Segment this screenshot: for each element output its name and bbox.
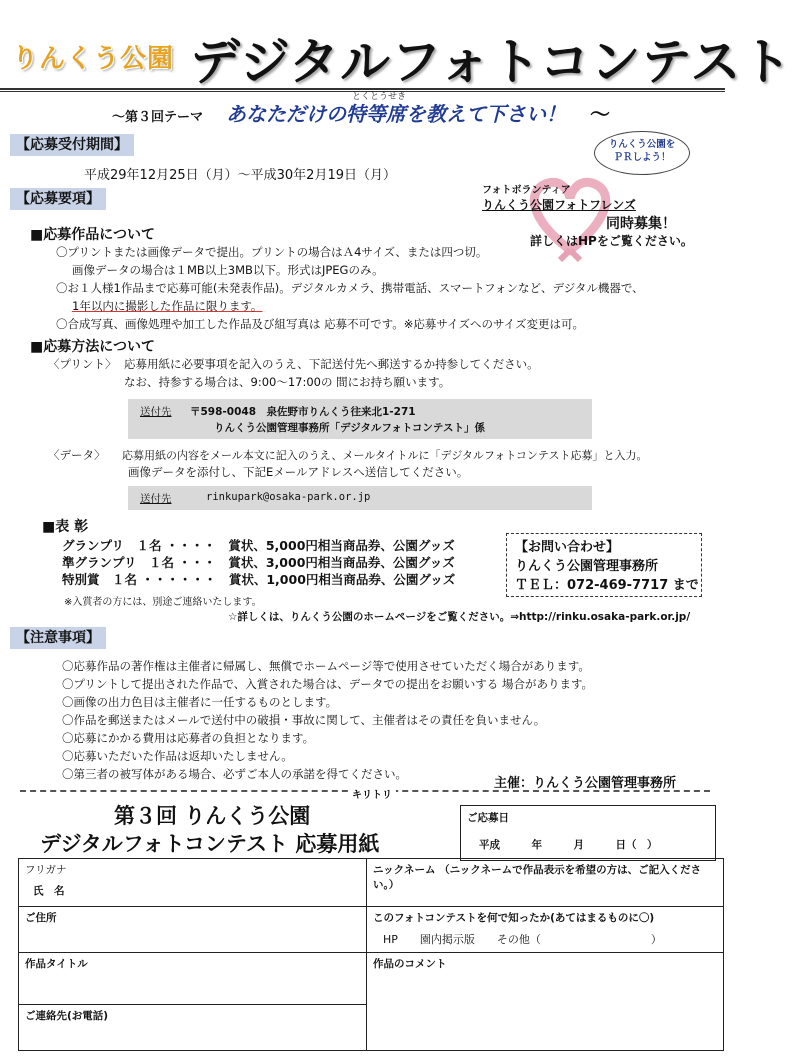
nickname-field[interactable] bbox=[367, 859, 724, 907]
theme-prefix: ～第３回テーマ bbox=[112, 110, 204, 125]
promo-line3: 同時募集！ bbox=[606, 216, 676, 232]
inquiry-tel: ＴＥＬ：072-469-7717 まで bbox=[515, 578, 699, 593]
send-label: 送付先 bbox=[140, 406, 172, 418]
theme-ruby: とくとうせき bbox=[352, 92, 407, 102]
furigana-label: フリガナ bbox=[25, 864, 67, 876]
brand-logo-text: りんくう公園 bbox=[12, 44, 175, 74]
works-line: 〇お１人様1作品まで応募可能(未発表作品)。デジタルカメラ、携帯電話、スマートフォンなど、デジタル機器で、 bbox=[56, 281, 644, 295]
inquiry-office: りんくう公園管理事務所 bbox=[515, 559, 659, 574]
source-field[interactable] bbox=[367, 907, 724, 953]
date-label: ご応募日 bbox=[467, 812, 509, 824]
period-heading: 【応募受付期間】 bbox=[10, 134, 134, 156]
note-line: 〇画像の出力色目は主催者に一任するものとします。 bbox=[62, 695, 338, 709]
note-line: 〇応募作品の著作権は主催者に帰属し、無償でホームページ等で使用させていただく場合があります。 bbox=[62, 659, 590, 673]
works-line: 〇合成写真、画像処理や加工した作品及び組写真は 応募不可です。※応募サイズへのサイズ変更は可。 bbox=[56, 317, 585, 331]
work-title-label: 作品タイトル bbox=[25, 958, 88, 970]
name-label: 氏 名 bbox=[33, 885, 65, 897]
data-label: 〈データ〉 bbox=[48, 448, 106, 462]
contact-field[interactable] bbox=[19, 1005, 367, 1051]
address-label: ご住所 bbox=[25, 912, 57, 924]
works-title: ■応募作品について bbox=[30, 227, 155, 243]
page-title: デジタルフォトコンテスト bbox=[190, 33, 793, 91]
comment-field[interactable] bbox=[367, 953, 724, 1051]
notes-heading: 【注意事項】 bbox=[10, 627, 106, 649]
email-label: 送付先 bbox=[140, 493, 172, 505]
works-line: 画像データの場合は１MB以上3MB以下。形式はJPEGのみ。 bbox=[72, 263, 384, 277]
requirements-heading: 【応募要項】 bbox=[10, 188, 106, 210]
award-row: グランプリ １名 ・・・・ 賞状、5,000円相当商品券、公園グッズ bbox=[62, 538, 455, 553]
date-field[interactable] bbox=[460, 805, 716, 861]
print-label: 〈プリント〉 bbox=[48, 357, 117, 371]
inquiry-title: 【お問い合わせ】 bbox=[515, 540, 620, 555]
source-label: このフォトコンテストを何で知ったか(あてはまるものに〇) bbox=[373, 912, 655, 924]
promo-line4: 詳しくはHPをご覧ください。 bbox=[530, 234, 693, 248]
homepage-link[interactable]: ☆詳しくは、りんくう公園のホームページをご覧ください。⇒http://rinku.osaka-park.or.jp/ bbox=[228, 611, 691, 623]
nickname-label: ニックネーム （ニックネームで作品表示を希望の方は、ご記入ください。） bbox=[373, 864, 702, 891]
note-line: 〇応募にかかる費用は応募者の負担となります。 bbox=[62, 731, 315, 745]
note-line: 〇作品を郵送またはメールで送付中の破損・事故に関して、主催者はその責任を負いません。 bbox=[62, 713, 546, 727]
email-address[interactable]: rinkupark@osaka-park.or.jp bbox=[206, 491, 371, 503]
note-line: 〇応募いただいた作品は返却いたしません。 bbox=[62, 749, 293, 763]
award-row: 特別賞 １名 ・・・・・・ 賞状、1,000円相当商品券、公園グッズ bbox=[62, 572, 456, 587]
comment-label: 作品のコメント bbox=[373, 958, 447, 970]
awards-title: ■表 彰 bbox=[42, 519, 89, 535]
source-options: HP 園内掲示版 その他（ ） bbox=[383, 933, 662, 946]
promo-line1: フォトボランティア bbox=[482, 185, 571, 196]
period-text: 平成29年12月25日（月）～平成30年2月19日（月） bbox=[84, 168, 396, 183]
send-office: りんくう公園管理事務所「デジタルフォトコンテスト」係 bbox=[214, 422, 486, 434]
organizer: 主催：りんくう公園管理事務所 bbox=[494, 776, 677, 791]
print-line: なお、持参する場合は、9:00～17:00の 間にお持ち願います。 bbox=[124, 375, 451, 389]
work-title-field[interactable] bbox=[19, 953, 367, 1005]
inquiry-box bbox=[506, 533, 702, 597]
data-line: 画像データを添付し、下記Eメールアドレスへ送信してください。 bbox=[128, 465, 469, 479]
theme-suffix: ～ bbox=[590, 102, 610, 126]
data-line: 応募用紙の内容をメール本文に記入のうえ、メールタイトルに「デジタルフォトコンテスト応募」と入力。 bbox=[122, 449, 648, 462]
note-line: 〇第三者の被写体がある場合、必ずご本人の承諾を得てください。 bbox=[62, 767, 407, 781]
theme-text: あなただけの特等席を教えて下さい！ bbox=[226, 102, 566, 126]
date-inputs: 平成 年 月 日（ ） bbox=[479, 839, 658, 851]
promo-line2: りんくう公園フォトフレンズ bbox=[482, 198, 636, 212]
form-title-line2: デジタルフォトコンテスト 応募用紙 bbox=[40, 832, 380, 856]
method-title: ■応募方法について bbox=[30, 339, 155, 355]
promo-bubble: りんくう公園を ＰＲしよう！ bbox=[594, 131, 690, 175]
print-line: 応募用紙に必要事項を記入のうえ、下記送付先へ郵送するか持参してください。 bbox=[124, 357, 539, 371]
address-field[interactable] bbox=[19, 907, 367, 953]
award-row: 準グランプリ １名 ・・・ 賞状、3,000円相当商品券、公園グッズ bbox=[62, 555, 455, 570]
entry-form-table bbox=[18, 858, 724, 1051]
name-field[interactable] bbox=[19, 859, 367, 907]
form-title-line1: 第３回 りんくう公園 bbox=[114, 804, 311, 828]
send-address: 〒598-0048 泉佐野市りんくう往来北1-271 bbox=[190, 406, 416, 418]
contact-label: ご連絡先(お電話) bbox=[25, 1010, 109, 1022]
works-line: 1年以内に撮影した作品に限ります。 bbox=[72, 299, 263, 313]
awards-note: ※入賞者の方には、別途ご連絡いたします。 bbox=[64, 597, 262, 608]
note-line: 〇プリントして提出された作品で、入賞された場合は、データでの提出をお願いする 場合があります。 bbox=[62, 677, 594, 691]
works-line: 〇プリントまたは画像データで提出。プリントの場合はＡ4サイズ、または四つ切。 bbox=[56, 245, 488, 259]
cut-label: キリトリ bbox=[348, 786, 396, 801]
